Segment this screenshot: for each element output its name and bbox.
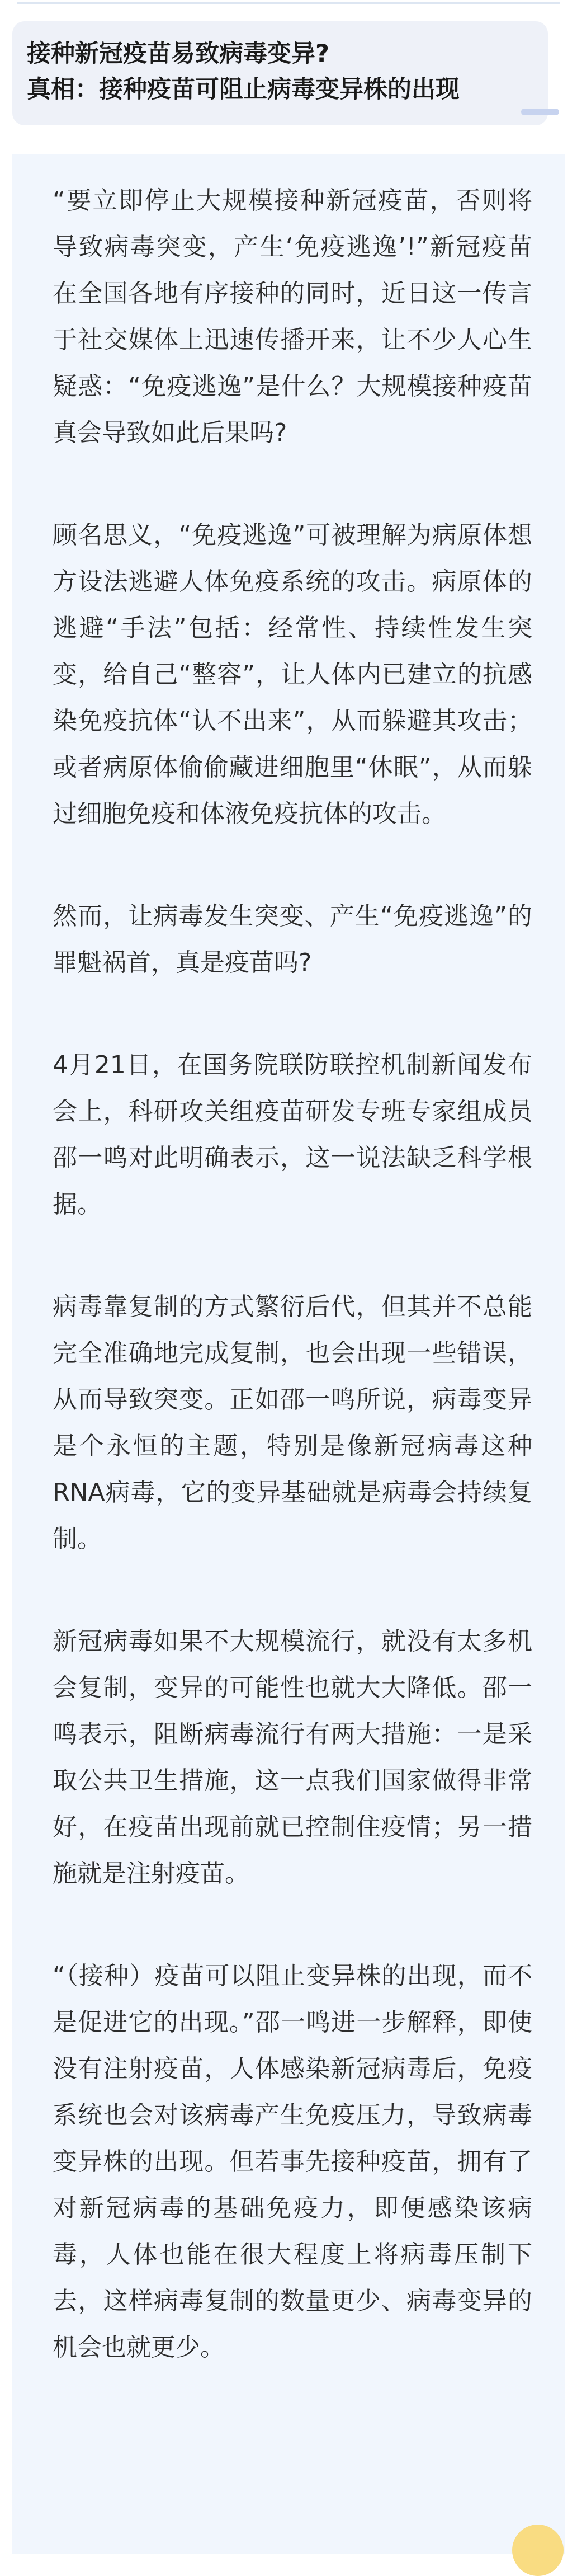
paragraph: 新冠病毒如果不大规模流行，就没有太多机会复制，变异的可能性也就大大降低。邵一鸣表示，阻断病毒流行有两大措施：一是采取公共卫生措施，这一点我们国家做得非常好，在疫苗出现前就已控制住疫情；另一措施就是注射疫苗。 [53, 1627, 532, 1888]
paragraph: “（接种）疫苗可以阻止变异株的出现，而不是促进它的出现。”邵一鸣进一步解释，即使没有注射疫苗，人体感染新冠病毒后，免疫系统也会对该病毒产生免疫压力，导致病毒变异株的出现。但若事先接种疫苗，拥有了对新冠病毒的基础免疫力，即便感染该病毒，人体也能在很大程度上将病毒压制下去，这样病毒复制的数量更少、病毒变异的机会也就更少。 [53, 1962, 532, 2362]
headline: 接种新冠疫苗易致病毒变异? [27, 40, 329, 68]
paragraph: 病毒靠复制的方式繁衍后代，但其并不总能完全准确地完成复制，也会出现一些错误，从而导致突变。正如邵一鸣所说，病毒变异是个永恒的主题，特别是像新冠病毒这种RNA病毒，它的变异基础就是病毒会持续复制。 [53, 1292, 532, 1553]
paragraph: 4月21日，在国务院联防联控机制新闻发布会上，科研攻关组疫苗研发专班专家组成员邵一鸣对此明确表示，这一说法缺乏科学根据。 [53, 1051, 532, 1219]
title-card [12, 21, 548, 125]
paragraph: “要立即停止大规模接种新冠疫苗，否则将导致病毒突变，产生‘免疫逃逸’!”新冠疫苗在全国各地有序接种的同时，近日这一传言于社交媒体上迅速传播开来，让不少人心生疑惑：“免疫逃逸”是什么？大规模接种疫苗真会导致如此后果吗? [53, 186, 532, 447]
paragraph: 顾名思义，“免疫逃逸”可被理解为病原体想方设法逃避人体免疫系统的攻击。病原体的逃避“手法”包括：经常性、持续性发生突变，给自己“整容”，让人体内已建立的抗感染免疫抗体“认不出来”，从而躲避其攻击；或者病原体偷偷藏进细胞里“休眠”，从而躲过细胞免疫和体液免疫抗体的攻击。 [53, 521, 532, 828]
article-body [12, 154, 565, 2554]
title-accent-bar [521, 109, 559, 115]
top-divider [17, 2, 560, 4]
paragraph: 然而，让病毒发生突变、产生“免疫逃逸”的罪魁祸首，真是疫苗吗? [53, 902, 532, 977]
subheadline: 真相：接种疫苗可阻止病毒变异株的出现 [27, 76, 460, 104]
floating-scroll-button[interactable] [512, 2525, 564, 2576]
